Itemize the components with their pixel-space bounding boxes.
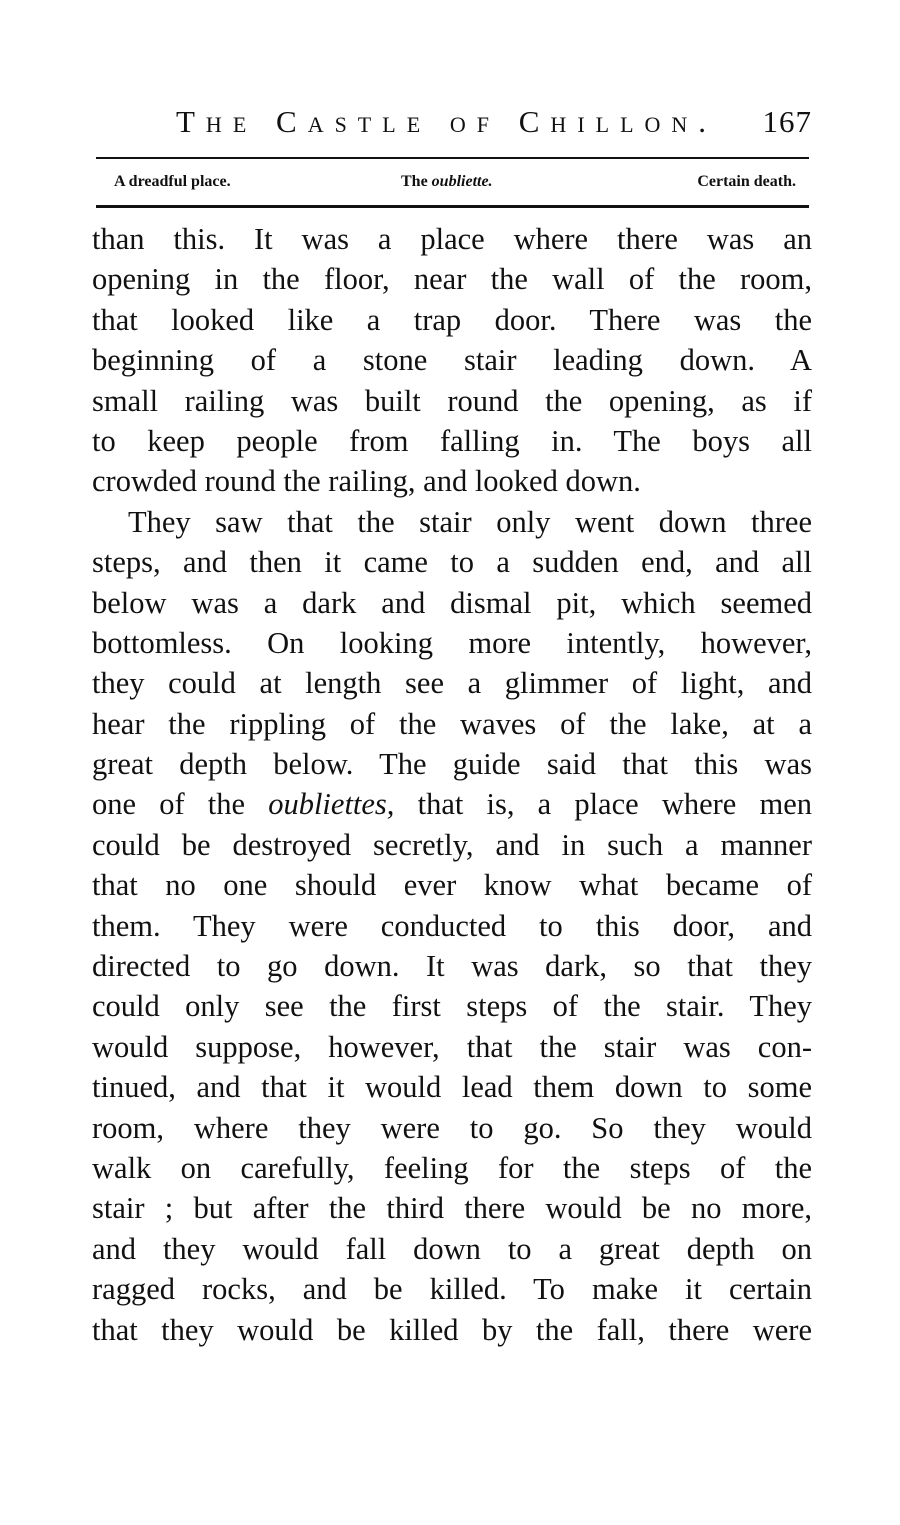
body-text [92,219,812,1350]
text-line: steps, and then it came to a sudden end, and all [92,545,812,580]
text-line: and they would fall down to a great depth on [92,1231,812,1266]
text-line: beginning of a stone stair leading down. A [92,343,812,378]
text-line-with-italic [92,784,812,824]
sidenote-center-prefix: The [401,173,428,190]
marginal-summary [114,173,796,195]
italic-term: oubliettes, [268,787,395,822]
text-line: they could at length see a glimmer of light, and [92,666,812,701]
text-segment: that is, a place where men [417,787,812,822]
text-line: opening in the floor, near the wall of the room, [92,262,812,297]
text-line: them. They were conducted to this door, and [92,908,812,943]
text-line: would suppose, however, that the stair was con- [92,1029,812,1064]
text-line: room, where they were to go. So they would [92,1110,812,1145]
text-line: could be destroyed secretly, and in such a manner [92,827,812,862]
text-line: bottomless. On looking more intently, however, [92,625,812,660]
text-line: ragged rocks, and be killed. To make it certain [92,1272,812,1307]
header-rule-bottom [96,205,809,208]
text-line: below was a dark and dismal pit, which seemed [92,585,812,620]
sidenote-center [401,173,493,191]
text-line: could only see the first steps of the stair. They [92,989,812,1024]
text-line: small railing was built round the opening, as if [92,383,812,418]
sidenote-left: A dreadful place. [114,173,231,190]
text-line: crowded round the railing, and looked down. [92,464,641,499]
text-line: that looked like a trap door. There was the [92,302,812,337]
text-line: than this. It was a place where there was an [92,222,812,256]
text-line: stair ; but after the third there would be no more, [92,1191,812,1226]
text-line: walk on carefully, feeling for the steps of the [92,1150,812,1185]
sidenote-right: Certain death. [697,173,796,190]
text-line: great depth below. The guide said that this was [92,747,812,782]
running-title: The Castle of Chillon. [176,104,718,139]
header-rule-top [96,157,809,159]
text-line: hear the rippling of the waves of the lake, at a [92,706,812,741]
text-line: that they would be killed by the fall, there were [92,1312,812,1347]
text-line: They saw that the stair only went down three [128,504,812,539]
text-line: directed to go down. It was dark, so that they [92,949,812,984]
running-head [92,104,812,148]
page-number: 167 [762,104,812,139]
text-line: to keep people from falling in. The boys all [92,423,812,458]
sidenote-center-italic: oubliette. [431,173,493,190]
text-line: tinued, and that it would lead them down to some [92,1070,812,1105]
text-segment: one of the [92,787,246,822]
text-line: that no one should ever know what became of [92,868,812,903]
